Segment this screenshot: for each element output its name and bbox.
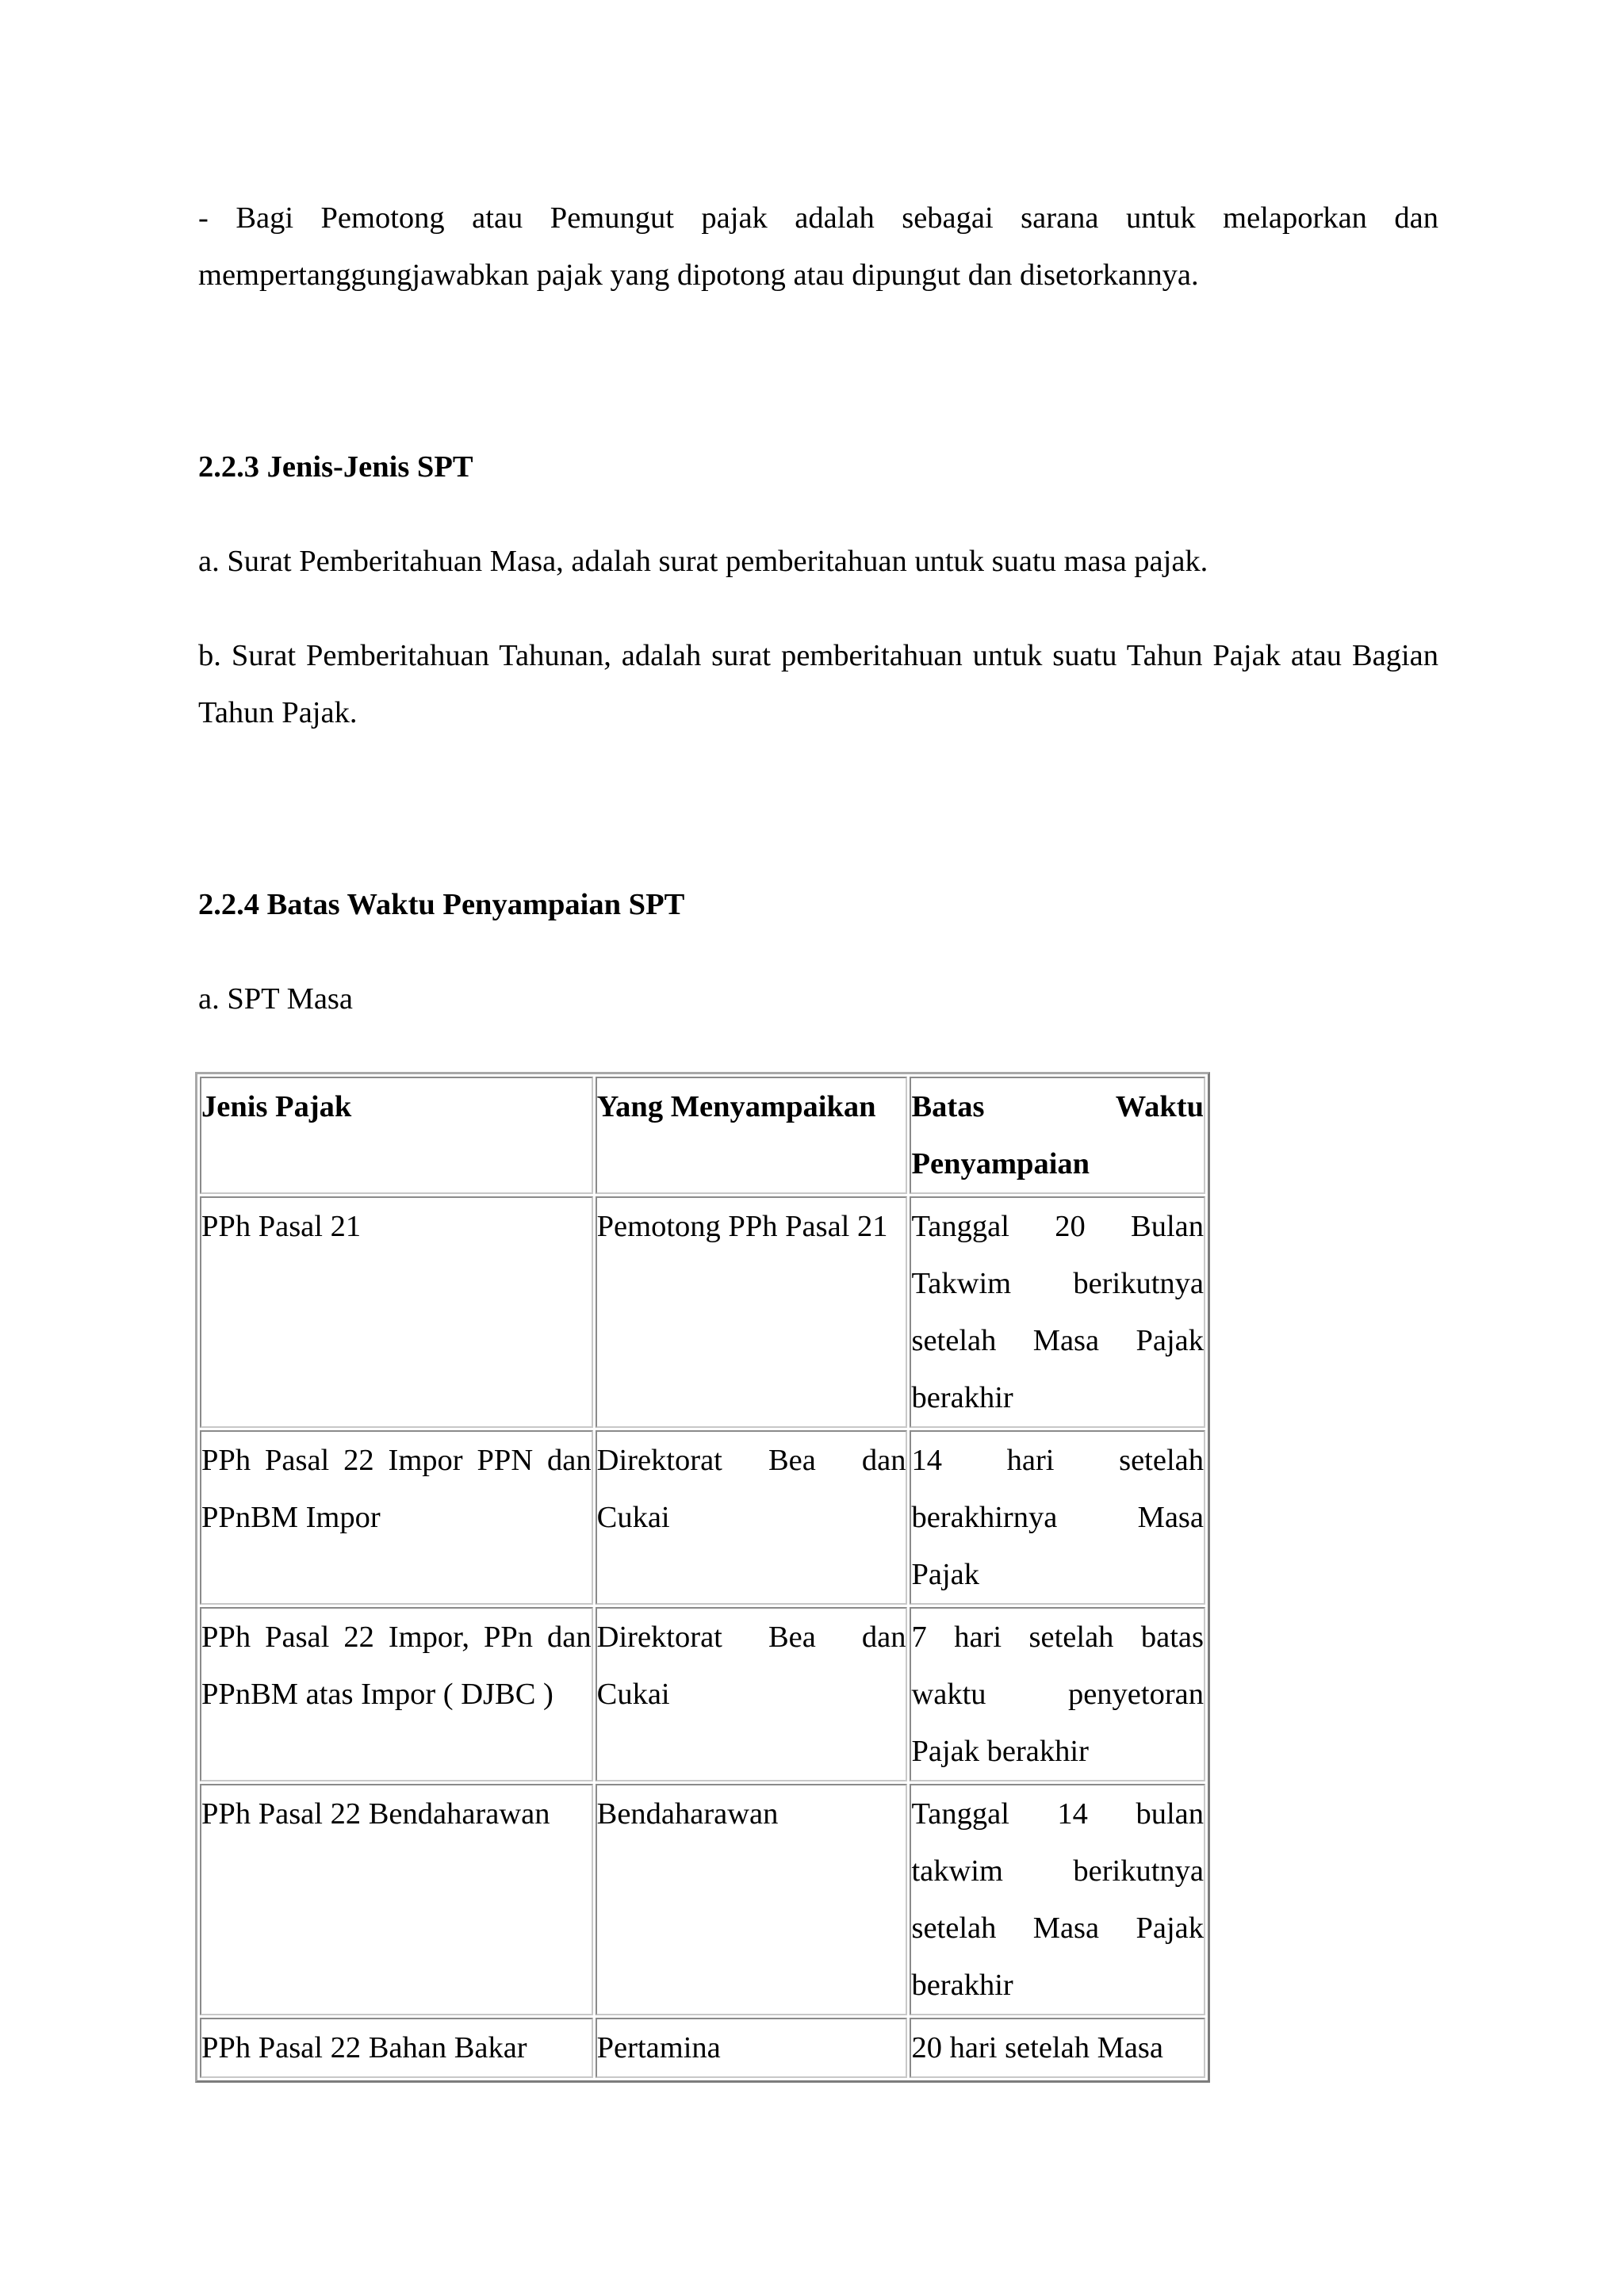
table-cell: PPh Pasal 22 Impor PPN dan PPnBM Impor bbox=[200, 1430, 593, 1605]
table-cell: PPh Pasal 22 Bendaharawan bbox=[200, 1784, 593, 2015]
table-cell: Bendaharawan bbox=[596, 1784, 908, 2015]
table-header-row bbox=[200, 1077, 1205, 1194]
table-cell: 7 hari setelah batas waktu penyetoran Pajak berakhir bbox=[910, 1607, 1205, 1781]
table-cell: Tanggal 20 Bulan Takwim berikutnya setelah Masa Pajak berakhir bbox=[910, 1196, 1205, 1428]
table-cell: PPh Pasal 22 Impor, PPn dan PPnBM atas Impor ( DJBC ) bbox=[200, 1607, 593, 1781]
section-heading-2-2-4: 2.2.4 Batas Waktu Penyampaian SPT bbox=[198, 888, 685, 921]
table-row bbox=[200, 1784, 1205, 2015]
table-cell: 14 hari setelah berakhirnya Masa Pajak bbox=[910, 1430, 1205, 1605]
spt-deadline-table bbox=[195, 1072, 1210, 2083]
table-cell: PPh Pasal 22 Bahan Bakar bbox=[200, 2018, 593, 2078]
table-cell: Pertamina bbox=[596, 2018, 908, 2078]
table-cell: Direktorat Bea dan Cukai bbox=[596, 1607, 908, 1781]
table-cell: Pemotong PPh Pasal 21 bbox=[596, 1196, 908, 1428]
table-cell: 20 hari setelah Masa bbox=[910, 2018, 1205, 2078]
table-row bbox=[200, 1196, 1205, 1428]
table-row bbox=[200, 1430, 1205, 1605]
table-cell: Direktorat Bea dan Cukai bbox=[596, 1430, 908, 1605]
list-item-a-spt-masa: a. Surat Pemberitahuan Masa, adalah surat pemberitahuan untuk suatu masa pajak. bbox=[198, 545, 1208, 578]
document-page bbox=[198, 0, 1438, 2296]
header-cell-jenis-pajak: Jenis Pajak bbox=[200, 1077, 593, 1194]
table-row bbox=[200, 2018, 1205, 2078]
table-cell: PPh Pasal 21 bbox=[200, 1196, 593, 1428]
subheading-spt-masa: a. SPT Masa bbox=[198, 982, 354, 1016]
intro-paragraph: - Bagi Pemotong atau Pemungut pajak adalah sebagai sarana untuk melaporkan dan mempertanggungjawabkan pajak yang dipotong atau dipungut dan disetorkannya. bbox=[198, 201, 1438, 292]
table-row bbox=[200, 1607, 1205, 1781]
header-cell-yang-menyampaikan: Yang Menyampaikan bbox=[596, 1077, 908, 1194]
list-item-b-spt-tahunan: b. Surat Pemberitahuan Tahunan, adalah surat pemberitahuan untuk suatu Tahun Pajak atau Bagian Tahun Pajak. bbox=[198, 639, 1438, 729]
table-cell: Tanggal 14 bulan takwim berikutnya setelah Masa Pajak berakhir bbox=[910, 1784, 1205, 2015]
header-cell-batas-waktu: Batas Waktu Penyampaian bbox=[910, 1077, 1205, 1194]
section-heading-2-2-3: 2.2.3 Jenis-Jenis SPT bbox=[198, 450, 473, 484]
